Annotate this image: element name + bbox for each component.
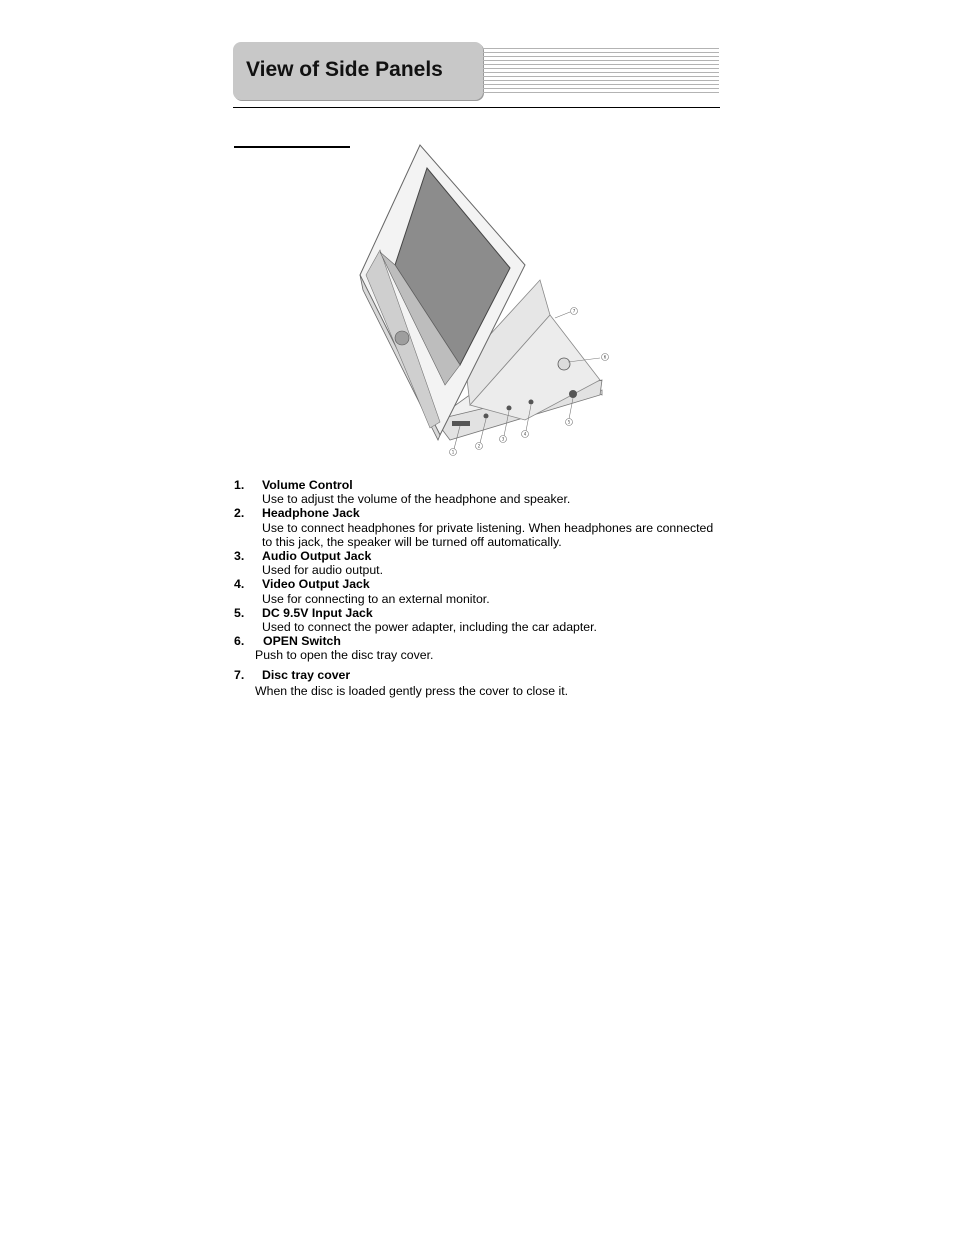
item-title: OPEN Switch [263,634,341,649]
callout-4: 4 [523,431,527,437]
list-item [234,478,724,506]
item-title: DC 9.5V Input Jack [262,605,373,620]
callout-5: 5 [567,419,571,425]
section-rule [234,146,350,148]
item-title: Headphone Jack [262,506,360,521]
list-item [234,577,724,605]
list-item [234,634,724,662]
callout-2: 2 [477,443,481,449]
item-title: Volume Control [262,478,353,492]
side-panel-item-list [234,478,724,698]
item-number: 5. [234,605,245,620]
player-side-panel-figure [350,140,620,462]
item-title: Disc tray cover [262,667,351,682]
item-number: 3. [234,549,245,564]
list-item [234,606,724,634]
header-rule [233,107,720,108]
callout-1: 1 [451,449,455,455]
item-description: When the disc is loaded gently press the cover to close it. [255,683,569,698]
callout-3: 3 [501,436,505,442]
item-number: 1. [234,478,245,492]
list-item [234,668,724,698]
header-stripes [483,48,719,94]
list-item [234,506,724,549]
item-title: Audio Output Jack [262,549,372,564]
item-description: Use to adjust the volume of the headphone and speaker. [262,492,571,507]
item-description: Use to connect headphones for private listening. When headphones are connected to this jack, the speaker will be turned off automatically. [262,520,714,549]
item-number: 2. [234,506,245,521]
item-description: Use for connecting to an external monitor. [262,591,490,606]
callout-6: 6 [603,354,607,360]
list-item [234,549,724,577]
item-title: Video Output Jack [262,577,370,592]
page-title: View of Side Panels [246,58,443,81]
item-description: Used to connect the power adapter, including the car adapter. [262,620,597,635]
item-number: 6. [234,634,245,649]
item-number: 4. [234,577,245,592]
header-tab [233,42,483,100]
item-number: 7. [234,667,245,682]
item-description: Used for audio output. [262,563,383,578]
item-description: Push to open the disc tray cover. [255,648,434,663]
callout-7: 7 [572,308,576,314]
